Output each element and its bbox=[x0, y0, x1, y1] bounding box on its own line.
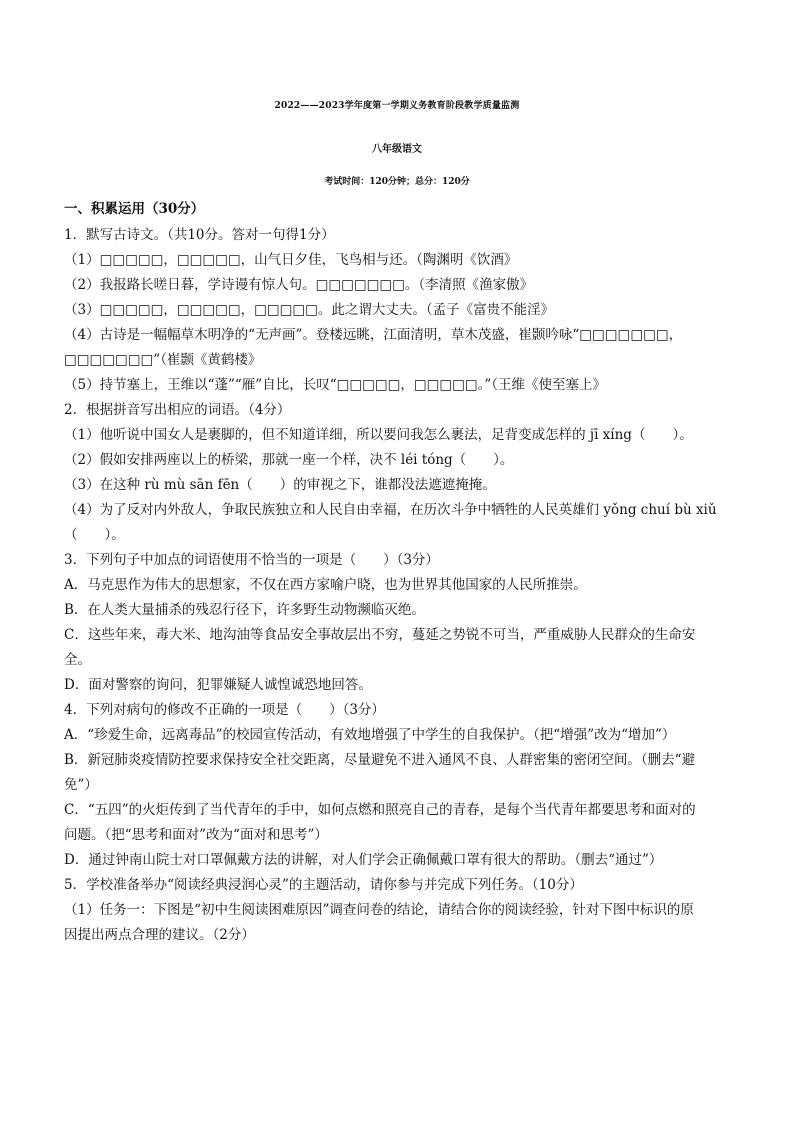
exam-title: 2022——2023学年度第一学期义务教育阶段教学质量监测 bbox=[274, 101, 520, 111]
question-4-option-a: A．“珍爱生命，远离毒品”的校园宣传活动，有效地增强了中学生的自我保护。（把“增强”改为“增加”） bbox=[64, 727, 676, 743]
question-3-option-c: C．这些年来，毒大米、地沟油等食品安全事故层出不穷，蔓延之势锐不可当，严重威胁人民群众的生命安 bbox=[64, 627, 696, 643]
question-2-item-1: （1）他听说中国女人是裹脚的，但不知道详细，所以要问我怎么裹法，足背变成怎样的 jī xíng（ ）。 bbox=[64, 427, 693, 443]
question-3-option-a: A．马克思作为伟大的思想家，不仅在西方家喻户晓，也为世界其他国家的人民所推崇。 bbox=[64, 577, 587, 593]
question-2-item-4-cont: （ ）。 bbox=[64, 527, 125, 543]
question-4: 4．下列对病句的修改不正确的一项是（ ）（3分） bbox=[64, 702, 385, 718]
question-1-item-2: （2）我报路长嗟日暮，学诗谩有惊人句。□□□□□□□。（李清照《渔家傲》 bbox=[64, 277, 534, 293]
question-5-task-1-cont: 因提出两点合理的建议。（2分） bbox=[64, 927, 255, 943]
question-4-option-c-cont: 问题。（把“思考和面对”改为“面对和思考”） bbox=[64, 827, 328, 843]
question-2-item-3: （3）在这种 rù mù sān fēn（ ）的审视之下，谁都没法遮遮掩掩。 bbox=[64, 477, 496, 493]
question-4-option-b-cont: 免”） bbox=[64, 777, 98, 793]
question-1: 1．默写古诗文。（共10分。答对一句得1分） bbox=[64, 227, 335, 243]
question-2-item-4: （4）为了反对内外敌人，争取民族独立和人民自由幸福，在历次斗争中牺牲的人民英雄们 yǒng chuí bù xiǔ bbox=[64, 502, 717, 518]
question-1-item-3: （3）□□□□□，□□□□□，□□□□□。此之谓大丈夫。（孟子《富贵不能淫》 bbox=[64, 302, 555, 318]
exam-info: 考试时间：120分钟；总分：120分 bbox=[324, 177, 470, 187]
question-3-option-d: D．面对警察的询问，犯罪嫌疑人诚惶诚恐地回答。 bbox=[64, 677, 372, 693]
question-1-item-5: （5）持节塞上，王维以“蓬”“雁”自比，长叹“□□□□□，□□□□□。”（王维《使至塞上》 bbox=[64, 377, 607, 393]
question-1-item-4: （4）古诗是一幅幅草木明净的“无声画”。登楼远眺，江面清明，草木茂盛，崔颢吟咏“□□□□□□□， bbox=[64, 327, 683, 343]
section-heading: 一、积累运用（30分） bbox=[64, 201, 205, 217]
question-4-option-d: D．通过钟南山院士对口罩佩戴方法的讲解，对人们学会正确佩戴口罩有很大的帮助。（删去“通过”） bbox=[64, 852, 663, 868]
question-5: 5．学校准备举办“阅读经典浸润心灵”的主题活动，请你参与并完成下列任务。（10分） bbox=[64, 877, 583, 893]
question-4-option-b: B．新冠肺炎疫情防控要求保持安全社交距离，尽量避免不进入通风不良、人群密集的密闭空间。（删去“避 bbox=[64, 752, 696, 768]
question-3-option-c-cont: 全。 bbox=[64, 652, 91, 668]
question-5-task-1: （1）任务一：下图是“初中生阅读困难原因”调查问卷的结论，请结合你的阅读经验，针对下图中标识的原 bbox=[64, 902, 694, 918]
question-2-item-2: （2）假如安排两座以上的桥梁，那就一座一个样，决不 léi tóng（ ）。 bbox=[64, 452, 514, 468]
question-1-item-1: （1）□□□□□，□□□□□，山气日夕佳，飞鸟相与还。（陶渊明《饮酒》 bbox=[64, 252, 518, 268]
question-1-item-4-cont: □□□□□□□”（崔颢《黄鹤楼》 bbox=[64, 352, 262, 368]
exam-subject: 八年级语文 bbox=[372, 144, 422, 155]
question-3: 3．下列句子中加点的词语使用不恰当的一项是（ ）（3分） bbox=[64, 552, 439, 568]
question-3-option-b: B．在人类大量捕杀的残忍行径下，许多野生动物濒临灭绝。 bbox=[64, 602, 425, 618]
question-4-option-c: C．“五四”的火炬传到了当代青年的手中，如何点燃和照亮自己的青春，是每个当代青年都要思考和面对的 bbox=[64, 802, 696, 818]
question-2: 2．根据拼音写出相应的词语。（4分） bbox=[64, 402, 291, 418]
